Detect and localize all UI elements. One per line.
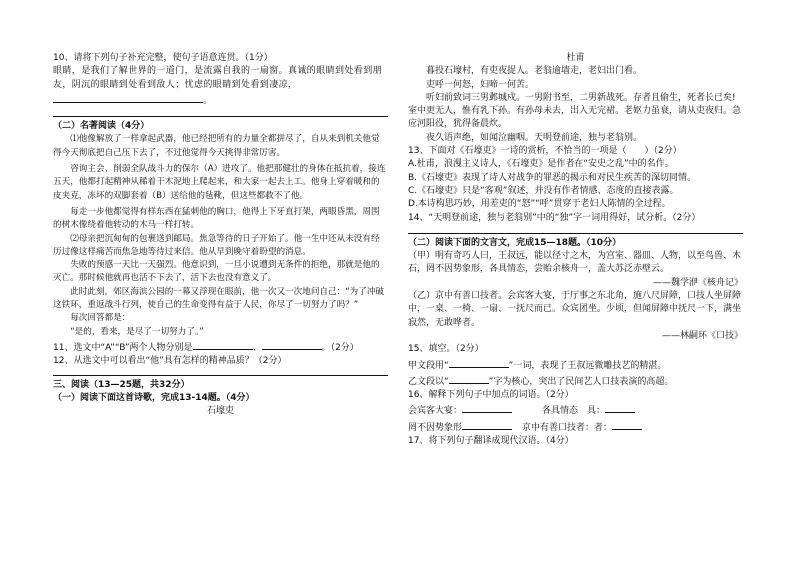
poem-line-1: 暮投石壕村，有吏夜捉人。老翁逾墙走，老妇出门看。	[426, 66, 643, 77]
paragraph-4: ⑵母亲把沉甸甸的包裹送到邮局。焦急等待的日子开始了。他一生中还从未没有经历过像这样痛苦而焦急地等待过来信。他从早到晚守着盼望的消息。	[53, 233, 380, 257]
question-10-text: 眼睛，是我们了解世界的一道门，是流露自我的一扇窗。真诚的眼睛到处看到朋友，阴沉的眼睛到处看到敌人；忧虑的眼睛到处看到凄凉，。	[53, 66, 383, 106]
answer-line[interactable]	[408, 233, 743, 234]
passage-jia-source: ——魏学洢《核舟记》	[652, 277, 743, 288]
option-d[interactable]: D.本诗构思巧妙，用差吏的“怒”“呼”贯穿于老妇人陈情的全过程。	[408, 199, 671, 210]
paragraph-2: 咨询主会、削弱全队战斗力的保尔（A）进攻了。他把那健壮的身体在抵抗着，接连五天，他都打起精神从稀着干木泥地上爬起来，和大家一起去上工。他身上穿着暖和的皮夹克，冻坏的双脚套着（B）送给他的毡靴，但这些都救不了他。	[53, 164, 386, 201]
answer-blank[interactable]	[612, 419, 642, 430]
answer-blank-a[interactable]	[193, 339, 253, 350]
passage-jia: （甲）明有奇巧人曰，王叔远，能以径寸之木，为宫室、器皿、人物，以至鸟兽、木石，罔不因势象形，各具情态，尝贻余核舟一，盖大苏泛赤壁云。	[408, 251, 742, 275]
paragraph-7: 每次回答都是：	[70, 313, 131, 324]
poem-line-2: 吏呼一何怒，妇啼一何苦。	[426, 79, 535, 90]
option-c[interactable]: C.《石壕吏》只是“客观”叙述，并没有作者情感、态度的直接表露。	[408, 185, 679, 196]
poem-author: 杜甫	[566, 53, 585, 63]
right-column	[408, 52, 743, 448]
question-15a: 甲文段用“ ”一词，表现了王叔远微雕技艺的精湛。	[408, 357, 743, 373]
answer-blank[interactable]	[605, 402, 635, 413]
option-a[interactable]: A.杜甫，浪漫主义诗人，《石壕吏》是作者在“安史之乱”中的名作。	[408, 159, 674, 170]
poem-line-4: 夜久语声绝，如闻泣幽咽。天明登前途，独与老翁别。	[426, 132, 643, 143]
question-16-row-2: 罔不因势象形 京中有善口技者：者：	[408, 419, 743, 435]
poem-line-3: 听妇前致词三男邺城戍。一男附书至，二男新战死。存者且偷生，死者长已矣!室中更无人，惟有乳下孙。有孙母未去，出入无完裙。老妪力虽衰，请从吏夜归。急应河阳役，犹得备晨炊。	[408, 92, 742, 130]
passage-yi-source: ——林嗣环《口技》	[661, 330, 743, 341]
poem-title: 石壕吏	[206, 406, 234, 417]
answer-blank[interactable]	[449, 357, 509, 368]
section-3-1-title: （一）阅读下面这首诗歌，完成13-14题。（4分）	[53, 392, 255, 403]
paragraph-5: 失败的预感一天比一天强烈。他意识到，一旦小说遭到无条件的拒绝，那就是他的灭亡。那时候他就再也活不下去了，活下去也没有意义了。	[53, 260, 380, 284]
answer-blank[interactable]	[462, 419, 512, 430]
passage-yi: （乙）京中有善口技者。会宾客大宴，于厅事之东北角，施八尺屏障，口技人坐屏障中，一桌、一椅、一扇、一抚尺而已。众宾团坐。少顷，但闻屏障中抚尺一下，满坐寂然，无敢哗者。	[408, 291, 742, 328]
section-2-classical-title: （二）阅读下面的文言文，完成15—18题。（10分）	[408, 237, 622, 248]
paragraph-8: “是的，看来，是尽了一切努力了。”	[70, 326, 204, 337]
section-2-title: （二）名著阅读（4分）	[53, 121, 150, 132]
answer-blank[interactable]	[462, 402, 512, 413]
answer-line[interactable]	[53, 116, 388, 117]
left-column	[53, 52, 388, 418]
question-11: 11、选文中“A”“B”两个人物分别是 、 。（2分）	[53, 339, 388, 355]
question-13: 13、下面对《石壕吏》一诗的赏析，不恰当的一项是（ ）（2分）	[408, 146, 682, 157]
paragraph-1: ⑴他像解放了一样拿起武器，他已经把所有的力量全都拼尽了，自从来到机关他觉得今天彻底把自己压下去了，不过他觉得今天挑得非常厉害。	[53, 134, 380, 158]
question-17: 17、将下列句子翻译成现代汉语。（4分）	[408, 436, 574, 447]
option-b[interactable]: B.《石壕吏》表现了诗人对战争的罪恶的揭示和对民生疾苦的深切同情。	[408, 172, 697, 183]
answer-blank[interactable]	[53, 92, 203, 103]
question-16: 16、解释下列句子中加点的词语。（2分）	[408, 390, 574, 401]
answer-line[interactable]	[53, 375, 388, 376]
question-15: 15、填空。（2分）	[408, 344, 484, 355]
paragraph-3: 每走一步他都觉得有样东西在猛刺他的胸口，他得上下牙直打架，两眼昏黑，周围的树木像绕着他转动的木马一样打转。	[53, 206, 380, 231]
question-12: 12、从选文中可以看出“他”具有怎样的精神品质？（2分）	[53, 356, 287, 367]
answer-blank-b[interactable]	[262, 339, 322, 350]
question-15b: 乙文段以“ ”字为核心，突出了民间艺人口技表演的高超。	[408, 373, 743, 389]
paragraph-6: 此时此刻，郊区海滨公园的一幕又浮现在眼前，他一次又一次地问自己：“为了冲破这铁环，重返战斗行列，使自己的生命变得有益于人民，你尽了一切努力了吗？”	[53, 286, 385, 311]
question-16-row-1: 会宾客大宴： 各具情态 具：	[408, 402, 743, 418]
question-14: 14、“天明登前途，独与老翁别”中的“独”字一词用得好，试分析。（2分）	[408, 212, 701, 223]
answer-blank[interactable]	[449, 373, 489, 384]
section-3-title: 三、阅读（13—25题，共32分）	[53, 379, 190, 390]
question-10: 10、请将下列句子补充完整，使句子语意连贯。（1分）	[53, 53, 273, 63]
